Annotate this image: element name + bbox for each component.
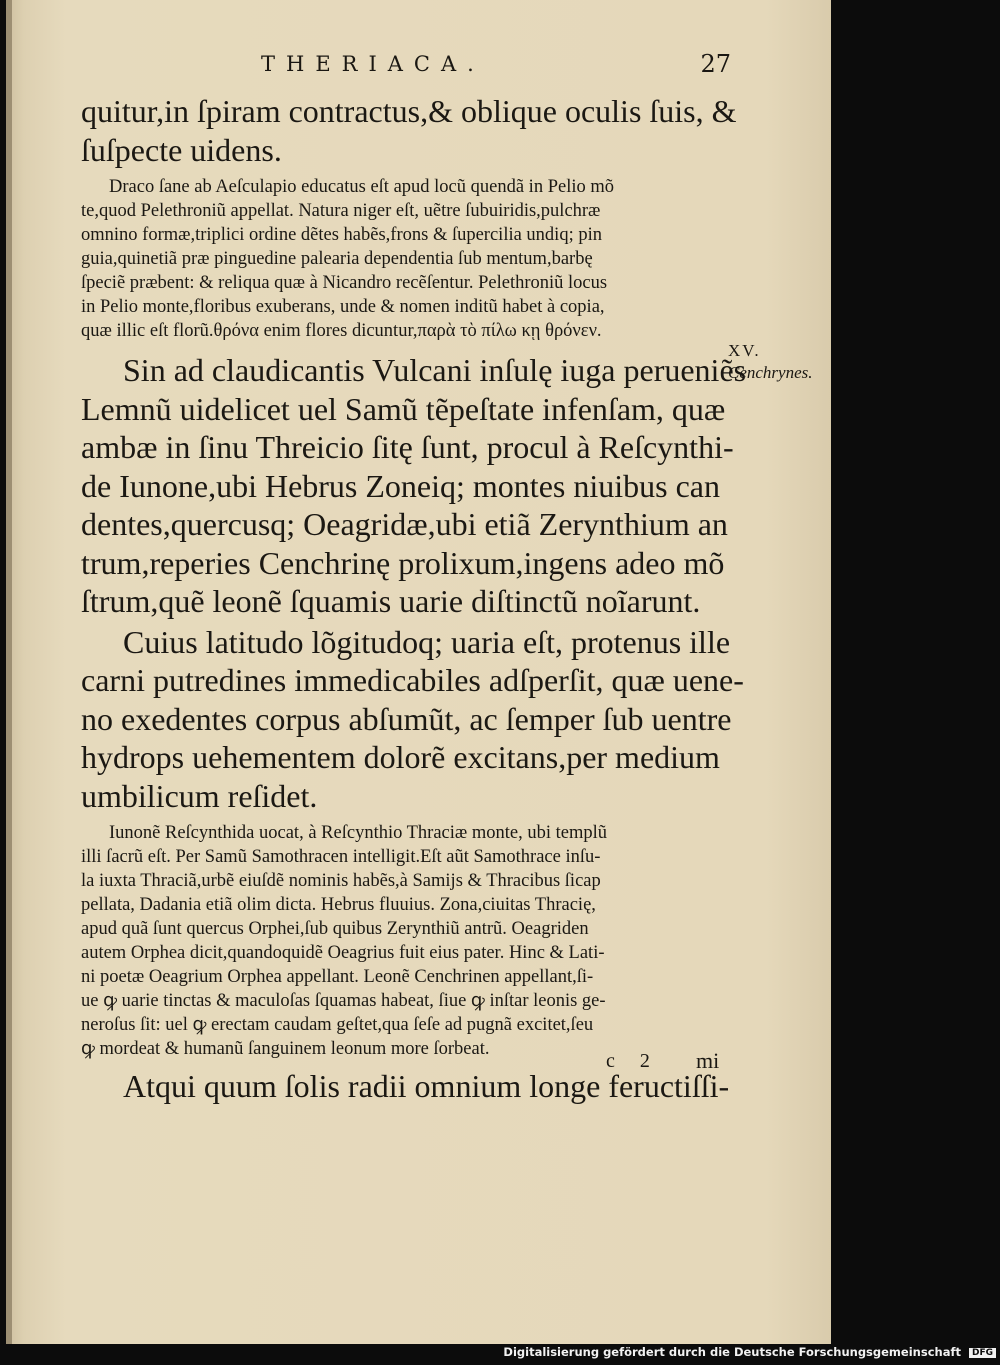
commentary-line: in Pelio monte,floribus exuberans, unde & nomen inditũ habet à copia,: [81, 297, 605, 317]
text-line: Sin ad claudicantis Vulcani inſulę iuga perueniẽs: [123, 352, 747, 388]
text-line: Lemnũ uidelicet uel Samũ tẽpeſtate infenſam, quæ: [81, 390, 726, 427]
dfg-logo: DFG: [969, 1348, 996, 1358]
text-line: no exedentes corpus abſumũt, ac ſemper ſub uentre: [81, 700, 732, 737]
commentary-2: [81, 821, 731, 1061]
commentary-line: Iunonẽ Reſcynthida uocat, à Reſcynthio Thraciæ monte, ubi templũ: [109, 823, 608, 843]
text-line: Cuius latitudo lõgitudoq; uaria eſt, protenus ille: [123, 623, 731, 660]
commentary-line: neroſus ſit: uel ꝙ erectam caudam geſtet,qua ſeſe ad pugnã excitet,ſeu: [81, 1015, 594, 1035]
commentary-line: ſpeciẽ præbent: & reliqua quæ à Nicandro recẽſentur. Pelethroniũ locus: [81, 273, 608, 293]
running-head: THERIACA.: [261, 52, 485, 76]
text-line: dentes,quercusq; Oeagridæ,ubi etiã Zerynthium an: [81, 506, 728, 542]
commentary-line: la iuxta Thraciã,urbẽ eiuſdẽ nominis habẽs,à Samijs & Thracibus ſicap: [81, 871, 601, 891]
commentary-line: guia,quinetiã præ pinguedine palearia dependentia ſub mentum,barbę: [81, 249, 593, 269]
paragraph-2: [81, 351, 747, 621]
commentary-line: illi ſacrũ eſt. Per Samũ Samothracen intelligit.Eſt aũt Samothrace inſu-: [81, 847, 601, 867]
marginal-note: [728, 340, 813, 384]
commentary-line: ue ꝙ uarie tinctas & maculoſas ſquamas habeat, ſiue ꝙ inſtar leonis ge-: [81, 991, 606, 1011]
text-line: ſtrum,quẽ leonẽ ſquamis uarie diſtinctũ noĩarunt.: [81, 583, 701, 619]
marginal-number: XV.: [728, 341, 761, 360]
catchword: mi: [696, 1048, 720, 1073]
paragraph-1: [81, 92, 737, 169]
marginal-label: Cenchrynes.: [728, 363, 813, 382]
text-line: hydrops uehementem dolorẽ excitans,per medium: [81, 739, 720, 775]
text-line: trum,reperies Cenchrinę prolixum,ingens adeo mõ: [81, 544, 725, 581]
signature-mark: c 2: [606, 1050, 660, 1072]
text-line: carni putredines immedicabiles adſperſit, quæ uene-: [81, 662, 744, 698]
commentary-line: omnino formæ,triplici ordine dẽtes habẽs,frons & ſupercilia undiq; pin: [81, 225, 602, 245]
page-edge: [6, 0, 12, 1344]
text-line: umbilicum reſidet.: [81, 777, 318, 814]
commentary-line: ꝙ mordeat & humanũ ſanguinem leonum more ſorbeat.: [81, 1039, 490, 1059]
commentary-line: Draco ſane ab Aeſculapio educatus eſt apud locũ quendã in Pelio mõ: [109, 177, 614, 197]
text-line: ambæ in ſinu Threicio ſitę ſunt, procul à Reſcynthi-: [81, 429, 734, 465]
commentary-1: [81, 175, 731, 343]
commentary-line: te,quod Pelethroniũ appellat. Natura niger eſt, uẽtre ſubuiridis,pulchræ: [81, 201, 601, 221]
page-header: [261, 52, 731, 86]
paragraph-3: [81, 623, 744, 816]
commentary-line: pellata, Dadania etiã olim dicta. Hebrus fluuius. Zona,ciuitas Thracię,: [81, 895, 596, 915]
text-line: ſuſpecte uidens.: [81, 131, 282, 168]
text-line: quitur,in ſpiram contractus,& oblique oculis ſuis, &: [81, 93, 737, 129]
text-line: de Iunone,ubi Hebrus Zoneiq; montes niuibus can: [81, 467, 720, 504]
commentary-line: autem Orphea dicit,quandoquidẽ Oeagrius fuit eius pater. Hinc & Lati-: [81, 943, 605, 963]
commentary-line: apud quã ſunt quercus Orphei,ſub quibus Zerynthiũ antrũ. Oeagriden: [81, 919, 589, 939]
text-line: Atqui quum ſolis radii omnium longe feructiſſi-: [123, 1068, 730, 1104]
commentary-line: quæ illic eſt florũ.θρόνα enim flores dicuntur,παρὰ τὸ πίλω κῃ θρόνεν.: [81, 321, 602, 341]
footer-text: Digitalisierung gefördert durch die Deutsche Forschungsgemeinschaft: [503, 1345, 961, 1359]
digitization-footer: [0, 1345, 996, 1361]
page-number: 27: [700, 50, 731, 78]
book-page: [6, 0, 831, 1344]
commentary-line: ni poetæ Oeagrium Orphea appellant. Leonẽ Cenchrinen appellant,ſi-: [81, 967, 594, 987]
